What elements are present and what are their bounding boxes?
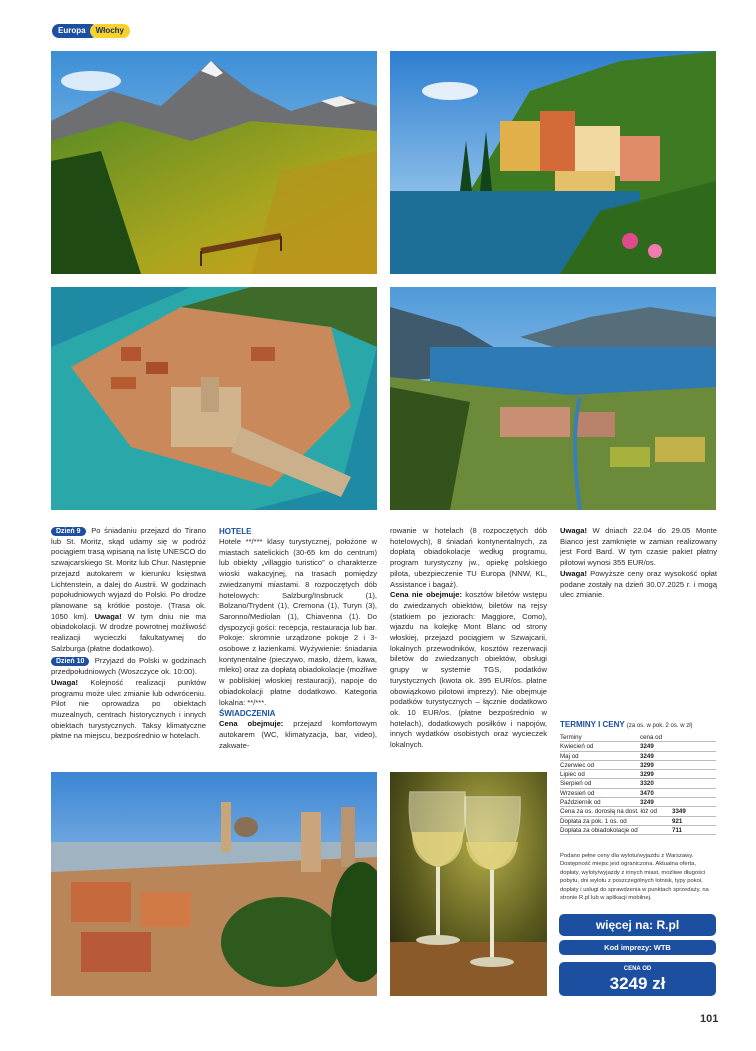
table-row: Lipiec od 3299 (560, 770, 716, 779)
section-heading: ŚWIADCZENIA (219, 709, 276, 719)
day-badge: Dzień 10 (51, 657, 89, 666)
price-badge[interactable] (559, 962, 716, 996)
includes-continued-text: rowanie w hotelach (8 rozpoczętych dób hotelowych), 8 śniadań kontynentalnych, za dopłatą obiadokolacje według programu, program turystyczny jw., opiekę polskiego pilota, ubezpieczenie TU Europa (NNW, KL, Assistance i bagaż). (390, 526, 547, 589)
warning-label: Uwaga! (51, 677, 79, 687)
prices-title: TERMINY I CENY (za os. w pok. 2 os. w zł) (560, 720, 693, 729)
table-row: Cena za os. dorosłą na dost. łóż od 3349 (560, 807, 716, 816)
lakeside-village-photo (390, 51, 716, 274)
tour-code-badge: Kod imprezy: WTB (559, 940, 716, 955)
breadcrumb (52, 24, 130, 38)
hotels-text: Hotele **/*** klasy turystycznej, położone w miastach satelickich (30-65 km do centrum) lub obiekty „villaggio turistico” o charakterze wioski wakacyjnej, na trasach pomiędzy zwiedzanymi miastami. 8 rozpoczętych dób hotelowych: Salzburg/Insbruck (1), Bolzano/Trydent (1), Cremona (1), Turyn (3), Saronno/Mediolan (1), Chiavenna (1). Do dyspozycji gości: recepcja, restauracja lub bar. Pokoje: skromnie urządzone pokoje 2 i 3-osobowe z łazienkami. Wyżywienie: śniadania kontynentalne (pieczywo, masło, dżem, kawa, mleko) oraz za dopłatą obiadokolacje (możliwe w pobliskiej włoskiej restauracji), napoje do obiadokolacji płatne dodatkowo. Kategoria lokalna: **/***. (219, 537, 377, 707)
price-label: CENA OD (623, 966, 652, 972)
lakeside-castle-aerial-photo (51, 287, 377, 510)
includes-label: Cena obejmuje: (219, 719, 284, 729)
region-tag[interactable]: Europa (52, 24, 98, 38)
day-text: Przyjazd do Polski w godzinach przedpołudniowych (Woszczyce ok. 10:00). (51, 656, 206, 677)
prices-note: Podano pełne ceny dla wylotu/wyjazdu z Warszawy. Dostępność miejsc jest ograniczona. Aktualna oferta, dopłaty, wyloty/wyjazdy z innych miast, możliwe długości pobytu, dni wylotu z poszczególnych lotnisk, typy pokoi, dopłaty i usługi do sprawdzenia w punktach sprzedaży, na stronie R.pl lub w aplikacji mobilnej. (560, 853, 709, 902)
page-number: 101 (700, 1013, 719, 1025)
warning-text: Powyższe ceny oraz wysokość opłat podane zostały na dzień 30.07.2025 r. i mogą ulec zmianie. (560, 568, 717, 600)
country-tag[interactable]: Włochy (90, 24, 130, 38)
warning-label: Uwaga! (560, 568, 588, 578)
table-row: Dopłata za obiadokolacje od 711 (560, 826, 716, 835)
warning-text: Kolejność realizacji punktów programu może ulec zmianie lub odwróceniu. Pilot nie oprowadza po obiektach muzealnych, centrach historycznych i innych obiektach turystycznych. Taksy klimatyczne płatne na miejscu, bezpośrednio w hotelach. (51, 677, 206, 741)
price-details-column (390, 526, 547, 751)
notes-column (560, 526, 717, 601)
excludes-text: kosztów biletów wstępu do zwiedzanych obiektów, biletów na rejsy (statkiem po jeziorach: Maggiore, Como), wjazdu na kolejkę Mont Blanc od strony włoskiej, przejazd pociągiem w Szwajcarii, lokalnych przewodników, kosztów rezerwacji biletów do zwiedzanych obiektów, obsługi grupy w systemie TGS, podatków turystycznych (kwota ok. 395 EUR/os. płatne obowiązkowo pilotowi imprezy). Nie obejmuje podatków turystycznych – łącznie dodatkowo ok. 10 EUR/os. (płatne bezpośrednio w hotelach), dodatkowych posiłków i napojów, innych wydatków osobistych oraz wycieczek lokalnych. (390, 590, 547, 750)
section-heading: HOTELE (219, 527, 252, 536)
prices-table (560, 733, 716, 835)
table-row: Czerwiec od 3299 (560, 761, 716, 770)
hotels-column (219, 526, 377, 751)
table-row: Sierpień od 3320 (560, 779, 716, 788)
day-badge: Dzień 9 (51, 527, 86, 536)
table-row: Dopłata za pok. 1 os. od 921 (560, 817, 716, 826)
wine-glasses-photo (390, 772, 547, 996)
table-row: Maj od 3249 (560, 752, 716, 761)
itinerary-column (51, 526, 206, 742)
more-info-button[interactable]: więcej na: R.pl (559, 914, 716, 936)
table-row: Kwiecień od 3249 (560, 742, 716, 751)
excludes-label: Cena nie obejmuje: (390, 590, 462, 600)
price-value: 3249 zł (609, 974, 666, 993)
lake-valley-aerial-photo (390, 287, 716, 510)
table-header: Terminy cena od (560, 733, 716, 742)
table-row: Październik od 3249 (560, 798, 716, 807)
table-row: Wrzesień od 3470 (560, 789, 716, 798)
warning-text: W dniach 22.04 do 29.05 Monte Bianco jest zamknięte w zamian realizowany jest Ford Bard. W tym czasie pakiet płatny pilotowi wynosi 355 EUR/os. (560, 526, 717, 568)
includes-text: przejazd komfortowym autokarem (WC, klimatyzacja, bar, video), zakwate- (219, 719, 377, 750)
prices-subtitle: (za os. w pok. 2 os. w zł) (626, 723, 693, 729)
alpine-valley-photo (51, 51, 377, 274)
warning-text: W tym dniu nie ma obiadokolacji. W drodze powrotnej możliwość realizacji wycieczki fakultatywnej do Salzburga (płatne dodatkowo). (51, 611, 206, 653)
hilltop-town-photo (51, 772, 377, 996)
warning-label: Uwaga! (94, 611, 122, 621)
warning-label: Uwaga! (560, 526, 588, 535)
day-text: Po śniadaniu przejazd do Tirano lub St. Moritz, skąd udamy się w podróż pociągiem trasą wpisaną na listę UNESCO do szwajcarskiego St. Moritz lub Chur. Następnie przejazd autokarem w kierunku księstwa Lichtenstein, a dalej do Austrii. W godzinach popołudniowych wyjazd do Polski. Po drodze planowane są krótkie postoje. (Trasa ok. 1050 km). (51, 526, 206, 621)
